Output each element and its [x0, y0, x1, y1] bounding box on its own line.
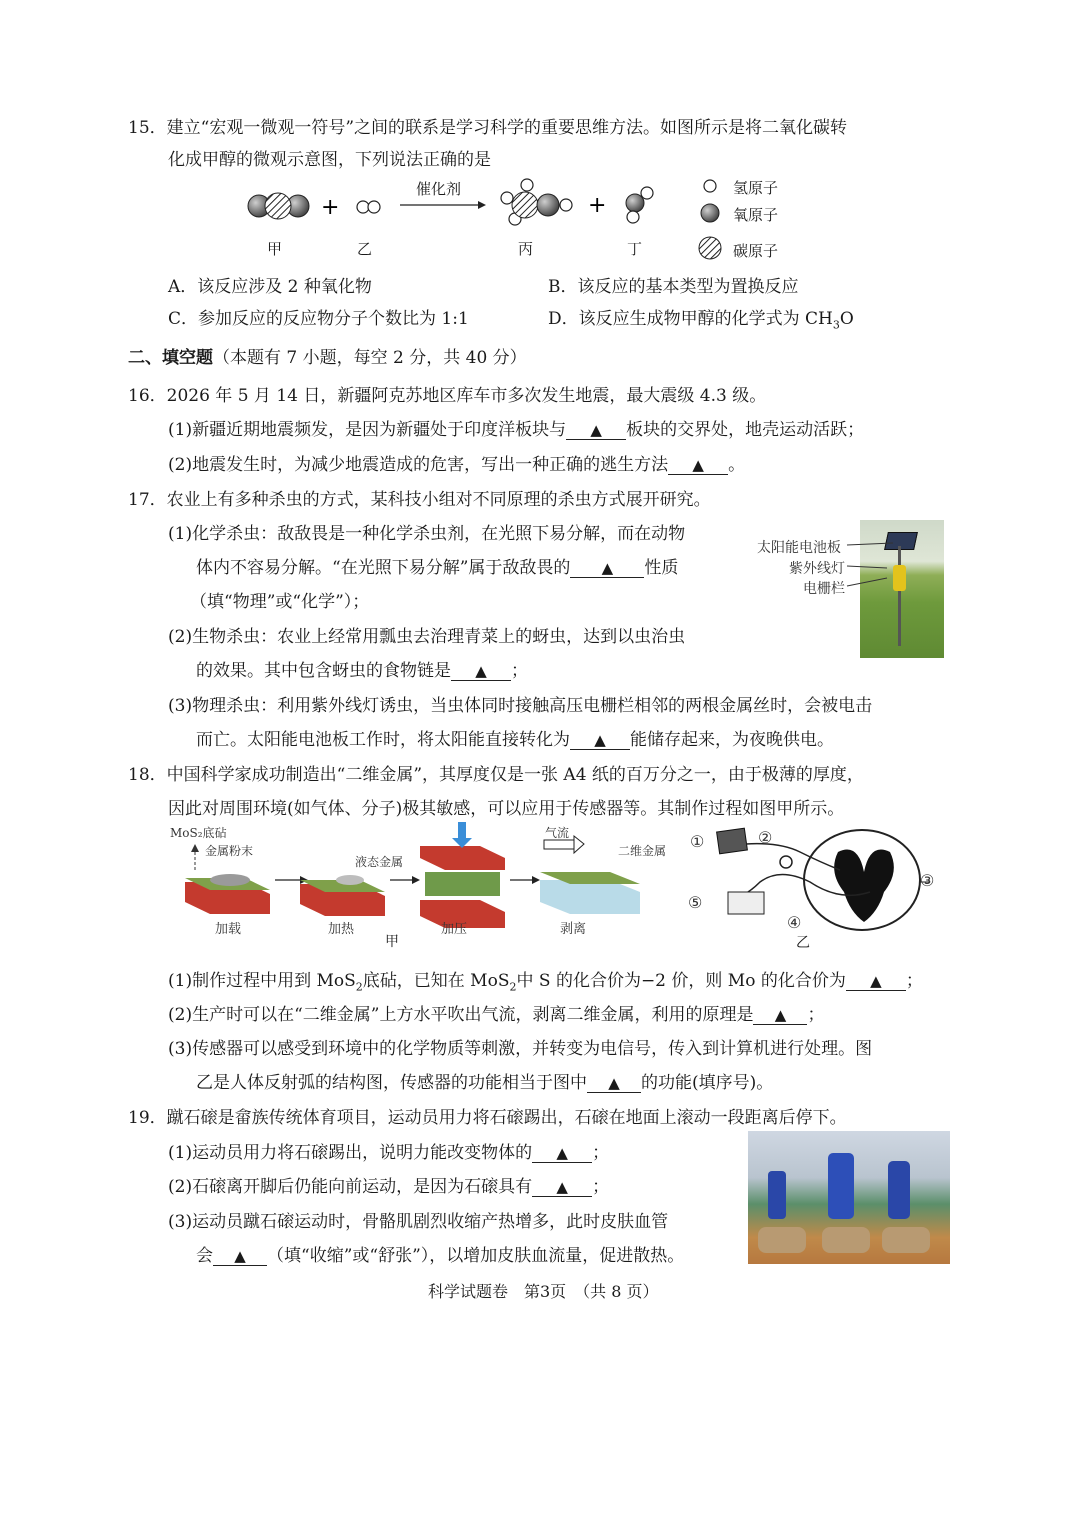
molecule-h2o — [626, 187, 653, 223]
reflex-label-4: ④ — [787, 913, 802, 932]
reflex-label-1: ① — [690, 832, 705, 851]
q15-option-c: C．参加反应的反应物分子个数比为 1:1 — [168, 309, 469, 329]
legend-oxygen: 氧原子 — [733, 206, 779, 224]
label-metal-powder: 金属粉末 — [205, 844, 254, 858]
q16-part2: (2)地震发生时，为减少地震造成的危害，写出一种正确的逃生方法 ▲ 。 — [168, 455, 746, 475]
step-peel: 剥离 — [560, 922, 587, 937]
answer-blank[interactable]: ▲ — [213, 1248, 267, 1266]
section-title: 二、填空题（本题有 7 小题，每空 2 分，共 40 分） — [128, 348, 527, 368]
figure-jia — [160, 822, 680, 952]
answer-blank[interactable]: ▲ — [846, 973, 906, 991]
q19-part3-line1: (3)运动员蹴石磙运动时，骨骼肌剧烈收缩产热增多，此时皮肤血管 — [168, 1212, 669, 1232]
q17-part1-line1: (1)化学杀虫：敌敌畏是一种化学杀虫剂，在光照下易分解，而在动物 — [168, 524, 686, 544]
q19-stem: 19．蹴石磙是畲族传统体育项目，运动员用力将石磙踢出，石磙在地面上滚动一段距离后停下。 — [128, 1108, 847, 1128]
q17-part3-line2: 而亡。太阳能电池板工作时，将太阳能直接转化为 ▲ 能储存起来，为夜晚供电。 — [196, 730, 834, 750]
svg-text:+: + — [588, 193, 607, 218]
label-substrate: MoS₂底砧 — [170, 826, 227, 840]
label-2d-metal: 二维金属 — [618, 844, 667, 858]
q18-part1: (1)制作过程中用到 MoS$_2$底砧，已知在 MoS$_2$中 S 的化合价为−2 价，则 Mo 的化合价为 ▲ ； — [168, 971, 923, 994]
answer-blank[interactable]: ▲ — [570, 732, 630, 750]
q15-option-d: D．该反应生成物甲醇的化学式为 $CH_3O$ — [548, 309, 854, 332]
q19-part1: (1)运动员用力将石磙踢出，说明力能改变物体的 ▲ ； — [168, 1143, 610, 1163]
answer-blank[interactable]: ▲ — [668, 457, 728, 475]
step-press: 加压 — [441, 922, 468, 937]
label-ding: 丁 — [627, 240, 643, 258]
q18-part3-line2: 乙是人体反射弧的结构图，传感器的功能相当于图中 ▲ 的功能(填序号)。 — [196, 1073, 774, 1093]
plus-sign: + — [321, 195, 340, 220]
label-jia: 甲 — [267, 240, 283, 258]
q17-part1-line2: 体内不容易分解。“在光照下易分解”属于敌敌畏的 ▲ 性质 — [196, 558, 679, 578]
label-liquid-metal: 液态金属 — [355, 855, 404, 869]
q17-part2-line2: 的效果。其中包含蚜虫的食物链是 ▲ ； — [196, 661, 528, 681]
label-electric-fence: 电栅栏 — [803, 581, 845, 597]
q17-part1-line3: （填“物理”或“化学”）； — [190, 592, 370, 612]
answer-blank[interactable]: ▲ — [566, 422, 626, 440]
reflex-label-5: ⑤ — [688, 893, 703, 912]
figure-yi-reflex-arc — [690, 822, 950, 950]
answer-blank[interactable]: ▲ — [753, 1007, 807, 1025]
q15-stem-line2: 化成甲醇的微观示意图，下列说法正确的是 — [168, 150, 491, 170]
q17-stem: 17．农业上有多种杀虫的方式，某科技小组对不同原理的杀虫方式展开研究。 — [128, 490, 711, 510]
page-footer: 科学试题卷 第3页 （共 8 页） — [428, 1282, 659, 1301]
answer-blank[interactable]: ▲ — [532, 1145, 592, 1163]
q18-stem-line1: 18．中国科学家成功制造出“二维金属”，其厚度仅是一张 A4 纸的百万分之一，由于极薄的厚度， — [128, 765, 864, 785]
stone-roller-photo — [748, 1131, 950, 1264]
molecule-co2 — [248, 193, 309, 219]
label-solar-panel: 太阳能电池板 — [757, 540, 841, 556]
molecule-ch3oh — [501, 179, 572, 225]
q18-part3-line1: (3)传感器可以感受到环境中的化学物质等刺激，并转变为电信号，传入到计算机进行处理。图 — [168, 1039, 873, 1059]
legend-hydrogen: 氢原子 — [733, 179, 779, 197]
catalyst-label: 催化剂 — [416, 180, 462, 198]
legend-oxygen-icon — [701, 204, 719, 222]
q19-part2: (2)石磙离开脚后仍能向前运动，是因为石磙具有 ▲ ； — [168, 1177, 610, 1197]
q18-stem-line2: 因此对周围环境(如气体、分子)极其敏感，可以应用于传感器等。其制作过程如图甲所示。 — [168, 799, 845, 819]
label-airflow: 气流 — [545, 826, 570, 840]
answer-blank[interactable]: ▲ — [587, 1075, 641, 1093]
answer-blank[interactable]: ▲ — [451, 663, 511, 681]
step-heat: 加热 — [328, 922, 355, 937]
label-uv-lamp: 紫外线灯 — [789, 561, 845, 577]
legend-carbon: 碳原子 — [733, 242, 779, 260]
legend-hydrogen-icon — [704, 180, 716, 192]
q15-stem-line1: 15．建立“宏观一微观一符号”之间的联系是学习科学的重要思维方法。如图所示是将二氧化碳转 — [128, 118, 848, 138]
step-load: 加载 — [215, 922, 242, 937]
answer-blank[interactable]: ▲ — [532, 1179, 592, 1197]
q19-part3-line2: 会 ▲ （填“收缩”或“舒张”），以增加皮肤血流量，促进散热。 — [196, 1246, 685, 1266]
q16-stem: 16．2026 年 5 月 14 日，新疆阿克苏地区库车市多次发生地震，最大震级 4.3 级。 — [128, 386, 767, 406]
q17-part2-line1: (2)生物杀虫：农业上经常用瓢虫去治理青菜上的蚜虫，达到以虫治虫 — [168, 627, 686, 647]
figure-jia-label: 甲 — [385, 934, 399, 950]
label-bing: 丙 — [518, 240, 534, 258]
molecule-h2 — [357, 201, 380, 213]
answer-blank[interactable]: ▲ — [570, 560, 644, 578]
label-yi: 乙 — [357, 240, 373, 258]
q16-part1: (1)新疆近期地震频发，是因为新疆处于印度洋板块与 ▲ 板块的交界处，地壳运动活跃； — [168, 420, 865, 440]
figure-yi-label: 乙 — [796, 935, 810, 951]
reflex-label-3: ③ — [920, 871, 935, 890]
reflex-label-2: ② — [758, 828, 773, 847]
q18-part2: (2)生产时可以在“二维金属”上方水平吹出气流，剥离二维金属，利用的原理是 ▲ ； — [168, 1005, 825, 1025]
q15-option-b: B．该反应的基本类型为置换反应 — [548, 277, 799, 297]
legend-carbon-icon — [699, 237, 721, 259]
q15-option-a: A．该反应涉及 2 种氧化物 — [168, 277, 372, 297]
q17-part3-line1: (3)物理杀虫：利用紫外线灯诱虫，当虫体同时接触高压电栅栏相邻的两根金属丝时，会被电击 — [168, 696, 873, 716]
